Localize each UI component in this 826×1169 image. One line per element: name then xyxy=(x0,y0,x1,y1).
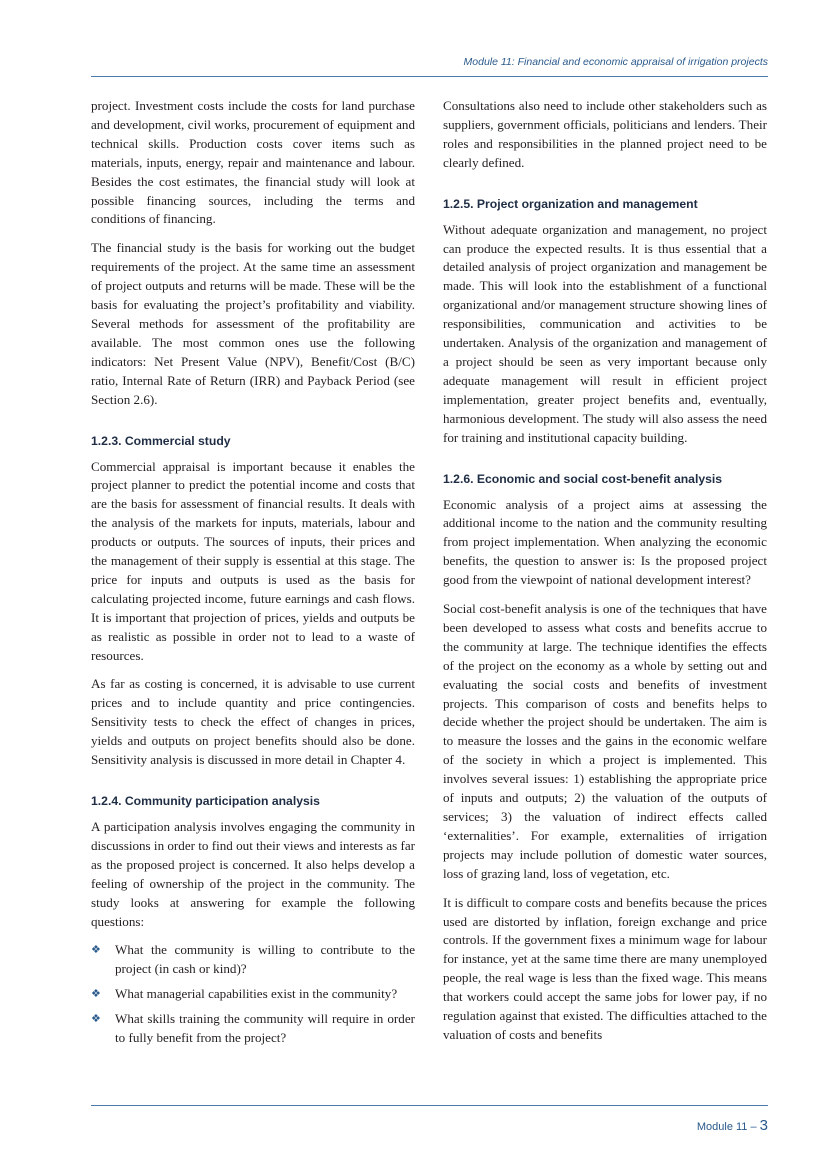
paragraph: project. Investment costs include the costs for land purchase and development, civil works, procurement of equipment and technical skills. Production costs cover items such as materials, inputs, energy, repair and maintenance and labour. Besides the cost estimates, the financial study will look at possible financing sources, including the terms and conditions of financing. xyxy=(91,98,415,227)
section-heading-1-2-5: 1.2.5. Project organization and management xyxy=(443,196,698,211)
list-item xyxy=(91,941,415,979)
paragraph: It is difficult to compare costs and benefits because the prices used are distorted by inflation, foreign exchange and price controls. If the government fixes a minimum wage for labour for instance, yet at the same time there are many unemployed people, the real wage is less than the fixed wage. This means that workers could accept the same jobs for lower pay, if no regulation against that existed. The difficulties attached to the valuation of costs and benefits xyxy=(443,894,767,1042)
list-item-text: What the community is willing to contribute to the project (in cash or kind)? xyxy=(115,942,415,977)
right-column xyxy=(443,97,767,1055)
left-column xyxy=(91,97,415,1054)
paragraph: A participation analysis involves engaging the community in discussions in order to find out their views and interests as far as the proposed project is concerned. It also helps develop a feeling of ownership of the project in the community. The study looks at answering for example the following questions: xyxy=(91,819,416,929)
page-number: 3 xyxy=(759,1117,768,1134)
footer-module-label: Module 11 – xyxy=(696,1121,760,1133)
diamond-bullet-icon: ❖ xyxy=(91,988,101,1001)
section-heading-1-2-3: 1.2.3. Commercial study xyxy=(91,433,231,448)
section-heading-1-2-6: 1.2.6. Economic and social cost-benefit analysis xyxy=(443,471,723,486)
section-heading-1-2-4: 1.2.4. Community participation analysis xyxy=(91,794,320,808)
paragraph: Economic analysis of a project aims at assessing the additional income to the nation and the community resulting from project implementation. When analyzing the economic benefits, the question to answer is: Is the proposed project good from the viewpoint of national development interest? xyxy=(443,496,767,588)
list-item xyxy=(91,1010,415,1048)
paragraph: Consultations also need to include other stakeholders such as suppliers, government officials, politicians and lenders. Their roles and responsibilities in the planned project need to be clearly defined. xyxy=(443,98,767,170)
paragraph: Commercial appraisal is important because it enables the project planner to predict the potential income and costs that are the basis for assessment of financial results. It deals with the analysis of the markets for inputs, materials, labour and products or outputs. The sources of inputs, their prices and the management of their supply is essential at this stage. The price for inputs and outputs is used as the basis for calculating projected income, future earnings and cash flows. It is important that projection of prices, yields and outputs be as realistic as possible in order not to lead to a waste of resources. xyxy=(91,458,415,663)
header-rule xyxy=(91,76,768,77)
paragraph: Social cost-benefit analysis is one of the techniques that have been developed to assess what costs and benefits accrue to the community at large. The technique identifies the effects of the project on the economy as a whole by setting out and evaluating the social costs and benefits of investment projects. This comparison of costs and benefits helps to decide whether the project should be undertaken. The aim is to measure the losses and the gains in the economic welfare of the society in which a project is implemented. This involves several issues: 1) establishing the appropriate price of inputs and outputs; 2) the valuation of the outputs of services; 3) the valuation of indirect effects called ‘externalities’. For example, externalities of irrigation projects may include pollution of domestic water sources, loss of grazing land, loss of vegetation, etc. xyxy=(443,601,767,881)
running-header: Module 11: Financial and economic appraisal of irrigation projects xyxy=(463,56,768,68)
diamond-bullet-icon: ❖ xyxy=(91,944,101,957)
list-item-text: What skills training the community will require in order to fully benefit from the project? xyxy=(115,1011,415,1046)
footer-rule xyxy=(91,1105,768,1106)
list-item-text: What managerial capabilities exist in the community? xyxy=(115,986,398,1002)
paragraph: The financial study is the basis for working out the budget requirements of the project. At the same time an assessment of project outputs and returns will be made. These will be the basis for evaluating the project’s profitability and viability. Several methods for assessment of the profitability are available. The most common ones use the following indicators: Net Present Value (NPV), Benefit/Cost (B/C) ratio, Internal Rate of Return (IRR) and Payback Period (see Section 2.6). xyxy=(91,240,415,407)
page-footer xyxy=(91,1117,768,1134)
diamond-bullet-icon: ❖ xyxy=(91,1013,101,1026)
list-item xyxy=(91,985,415,1004)
paragraph: As far as costing is concerned, it is advisable to use current prices and to include quantity and price contingencies. Sensitivity tests to check the effect of changes in prices, yields and outputs on project benefits should also be done. Sensitivity analysis is discussed in more detail in Chapter 4. xyxy=(91,676,415,768)
paragraph: Without adequate organization and management, no project can produce the expected results. It is thus essential that a detailed analysis of project organization and management be made. This will look into the establishment of a functional organizational and/or management structure showing lines of responsibilities, communication and activities to be undertaken. Analysis of the organization and management of a project should be seen as very important because only adequate management will result in efficient project implementation, greater project benefits and, eventually, harmonious development. The study will also assess the need for training and institutional capacity building. xyxy=(443,221,767,445)
question-list xyxy=(91,941,415,1048)
